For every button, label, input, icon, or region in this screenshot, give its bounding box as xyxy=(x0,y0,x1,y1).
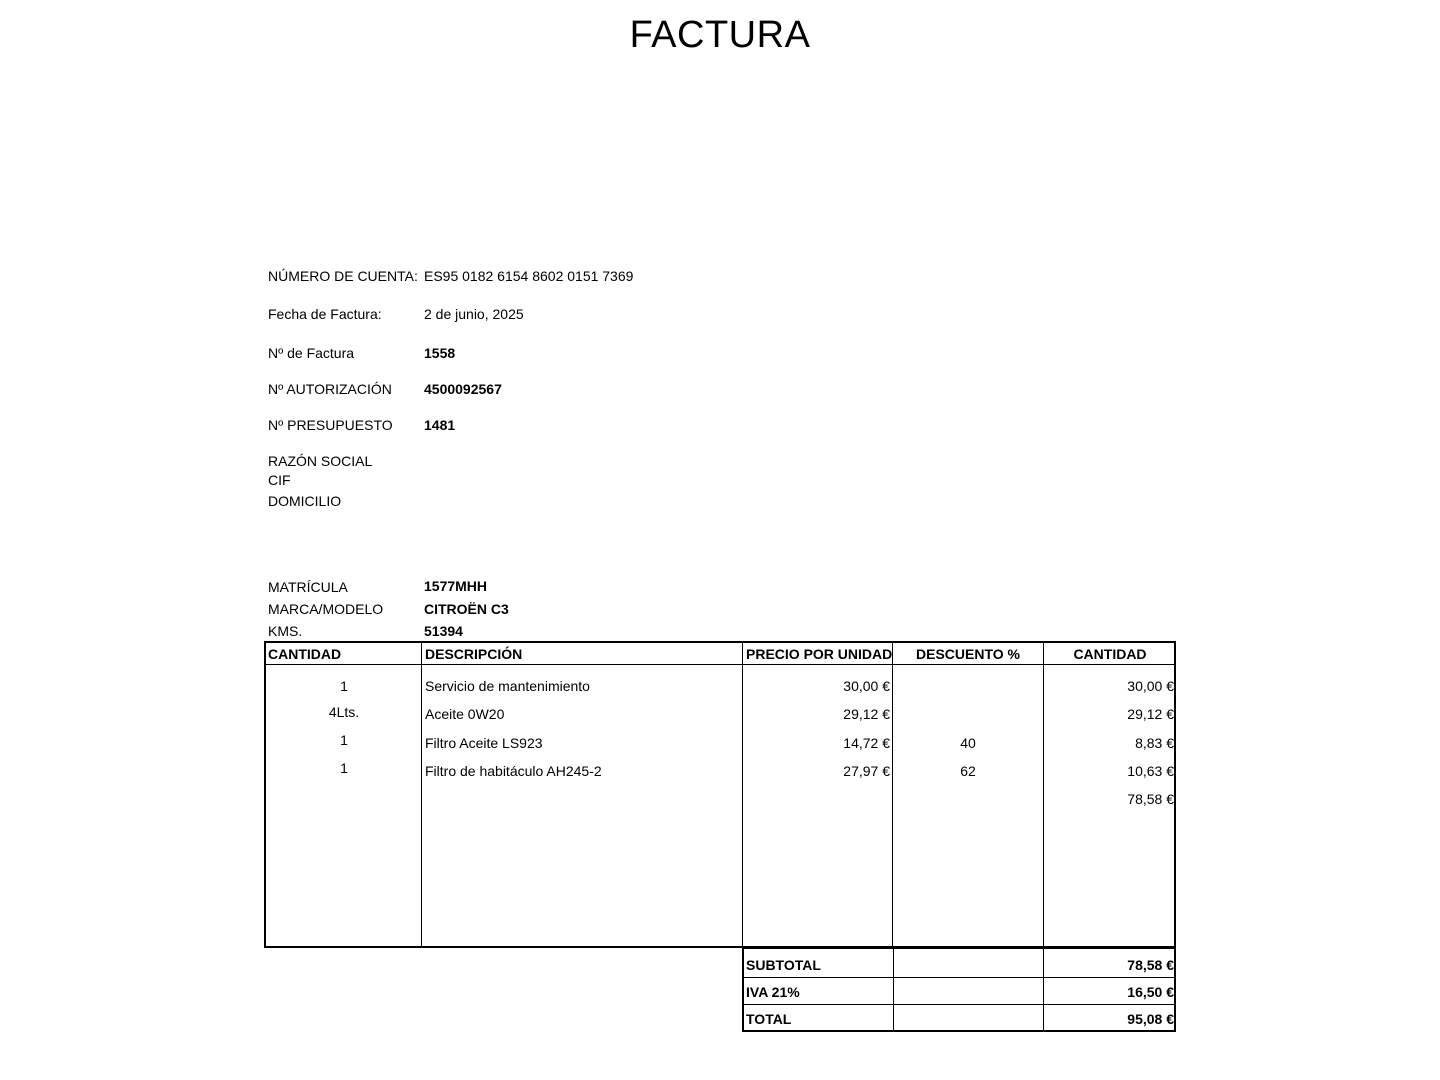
model-label: MARCA/MODELO xyxy=(268,601,384,617)
row-2-quantity: 4Lts. xyxy=(328,704,360,720)
authorization-label: Nº AUTORIZACIÓN xyxy=(268,381,392,397)
plate-label: MATRÍCULA xyxy=(268,579,348,595)
vat-value: 16,50 € xyxy=(1127,984,1174,1000)
row-1-amount: 30,00 € xyxy=(1127,678,1174,694)
invoice-date-label: Fecha de Factura: xyxy=(268,306,382,322)
row-2-amount: 29,12 € xyxy=(1127,706,1174,722)
cif-label: CIF xyxy=(268,472,291,488)
table-header-divider xyxy=(266,664,1174,665)
vat-label: IVA 21% xyxy=(746,984,800,1000)
kms-label: KMS. xyxy=(268,623,303,639)
row-1-unit-price: 30,00 € xyxy=(843,678,890,694)
total-label: TOTAL xyxy=(746,1011,792,1027)
row-4-discount: 62 xyxy=(960,763,976,779)
kms-value: 51394 xyxy=(424,623,463,639)
row-3-discount: 40 xyxy=(960,735,976,751)
row-3-amount: 8,83 € xyxy=(1135,735,1174,751)
row-3-unit-price: 14,72 € xyxy=(843,735,890,751)
total-value: 95,08 € xyxy=(1127,1011,1174,1027)
items-table xyxy=(264,641,1176,948)
row-2-description: Aceite 0W20 xyxy=(425,706,505,722)
row-1-description: Servicio de mantenimiento xyxy=(425,678,590,694)
subtotal-value: 78,58 € xyxy=(1127,957,1174,973)
invoice-number-label: Nº de Factura xyxy=(268,345,355,361)
totals-table xyxy=(742,947,1176,1032)
row-1-quantity: 1 xyxy=(340,678,348,694)
model-value: CITROËN C3 xyxy=(424,601,509,617)
company-name-label: RAZÓN SOCIAL xyxy=(268,453,373,469)
header-quantity: CANTIDAD xyxy=(268,646,342,662)
header-amount: CANTIDAD xyxy=(1073,646,1147,662)
header-unit-price: PRECIO POR UNIDAD xyxy=(746,646,893,662)
row-4-unit-price: 27,97 € xyxy=(843,763,890,779)
column-divider xyxy=(893,949,894,1030)
budget-value: 1481 xyxy=(424,417,456,433)
invoice-number-value: 1558 xyxy=(424,345,456,361)
header-discount: DESCUENTO % xyxy=(916,646,1020,662)
row-3-description: Filtro Aceite LS923 xyxy=(425,735,543,751)
authorization-value: 4500092567 xyxy=(424,381,502,397)
header-description: DESCRIPCIÓN xyxy=(425,646,523,662)
row-4-amount: 10,63 € xyxy=(1127,763,1174,779)
invoice-date-value: 2 de junio, 2025 xyxy=(424,306,524,322)
row-1-discount xyxy=(893,675,1043,697)
items-sum: 78,58 € xyxy=(1127,791,1174,807)
row-4-description: Filtro de habitáculo AH245-2 xyxy=(425,763,602,779)
invoice-title: FACTURA xyxy=(629,14,811,56)
budget-label: Nº PRESUPUESTO xyxy=(268,417,393,433)
plate-value: 1577MHH xyxy=(424,578,488,594)
account-number-value: ES95 0182 6154 8602 0151 7369 xyxy=(424,268,634,284)
row-4-quantity: 1 xyxy=(340,760,348,776)
row-2-unit-price: 29,12 € xyxy=(843,706,890,722)
subtotal-label: SUBTOTAL xyxy=(746,957,821,973)
address-label: DOMICILIO xyxy=(268,493,342,509)
row-2-discount xyxy=(893,703,1043,725)
row-3-quantity: 1 xyxy=(340,732,348,748)
account-number-label: NÚMERO DE CUENTA: xyxy=(268,268,418,284)
